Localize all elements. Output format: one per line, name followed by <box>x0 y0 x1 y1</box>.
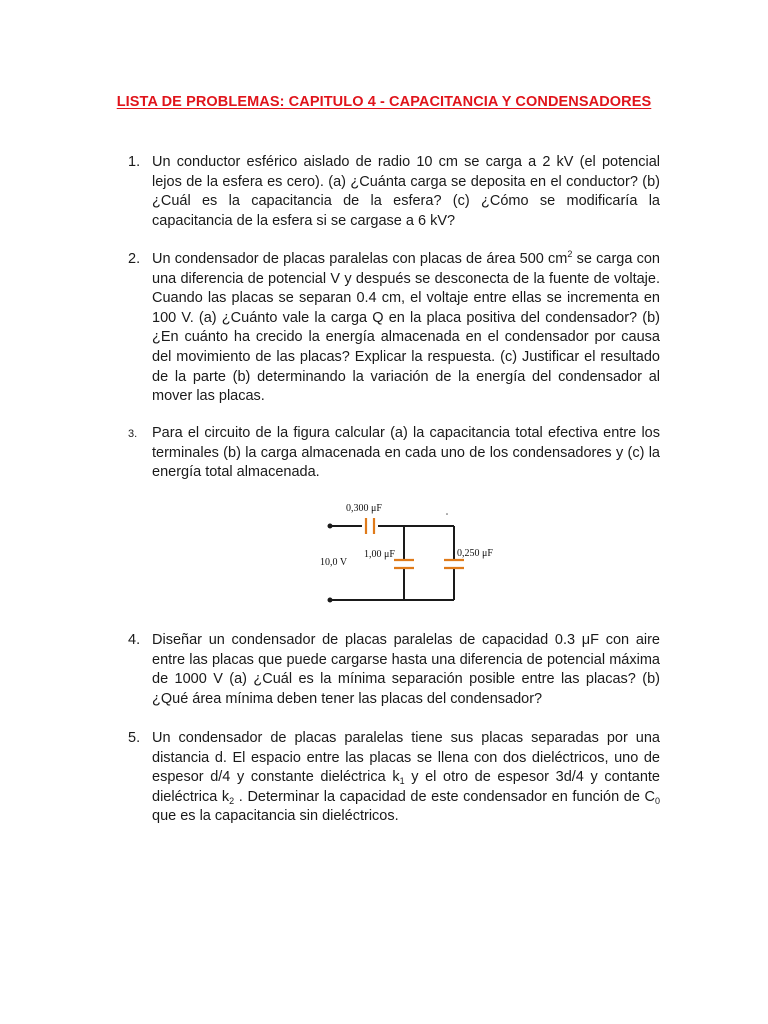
problem-number: 4. <box>128 632 141 648</box>
terminal-bottom-icon <box>328 598 333 603</box>
document-title: LISTA DE PROBLEMAS: CAPITULO 4 - CAPACITANCIA Y CONDENSADORES <box>116 94 652 110</box>
problem-text-part: y el otro de espesor 3d/4 y contante dieléctrica k <box>152 769 660 805</box>
problem-text-part: Un condensador de placas paralelas tiene sus placas separadas por una distancia d. El espacio entre las placas se llena con dos dieléctricos, uno de espesor d/4 y constante dieléctrica k <box>152 730 660 786</box>
problem-text-part: se carga con una diferencia de potencial V y después se desconecta de la fuente de voltaje. Cuando las placas se separan 0.4 cm, el voltaje entre ellas se incrementa en 100 V. (a) ¿Cuánto vale la carga Q en la placa positiva del condensador? (b) ¿En cuánto ha crecido la energía almacenada en el condensador por causa del movimiento de las placas? Explicar la respuesta. (c) Justificar el resultado de la parte (b) determinando la variación de la energía del condensador al mover las placas. <box>152 251 660 405</box>
problem-text-part: que es la capacitancia sin dieléctricos. <box>152 808 399 825</box>
subscript: 0 <box>655 795 661 806</box>
label-c-middle: 1,00 μF <box>364 549 395 560</box>
problem-number: 5. <box>128 730 141 746</box>
problem-text-part: Un condensador de placas paralelas con placas de área 500 cm <box>152 251 568 267</box>
problem-text: Diseñar un condensador de placas paralelas de capacidad 0.3 μF con aire entre las placas que puede cargarse hasta una diferencia de potencial máxima de 1000 V (a) ¿Cuál es la mínima separación posible entre las placas? (b) ¿Qué área mínima deben tener las placas del condensador? <box>152 632 660 707</box>
subscript: 2 <box>229 795 235 806</box>
label-voltage: 10,0 V <box>320 557 348 568</box>
problem-number: 2. <box>128 251 141 267</box>
problem-text: Un conductor esférico aislado de radio 10 cm se carga a 2 kV (el potencial lejos de la esfera es cero). (a) ¿Cuánta carga se deposita en el conductor? (b) ¿Cuál es la capacitancia de la esfera? (c) ¿Cómo se modificaría la capacitancia de la esfera si se cargase a 6 kV? <box>152 154 660 229</box>
problem-text: Para el circuito de la figura calcular (a) la capacitancia total efectiva entre los terminales (b) la carga almacenada en cada uno de los condensadores y (c) la energía total almacenada. <box>152 425 660 481</box>
problem-number: 1. <box>128 154 141 170</box>
problem-text <box>152 250 660 407</box>
problem-text <box>152 729 660 827</box>
circuit-diagram <box>318 500 508 608</box>
circuit-svg <box>318 500 508 608</box>
subscript: 1 <box>399 776 405 787</box>
label-c-right: 0,250 μF <box>457 548 493 559</box>
terminal-top-icon <box>328 524 333 529</box>
problem-text-part: . Determinar la capacidad de este condensador en función de C <box>234 788 655 805</box>
label-c-series: 0,300 μF <box>346 503 382 514</box>
superscript: 2 <box>567 249 573 259</box>
capacitor-series-icon <box>366 518 374 534</box>
capacitor-middle-icon <box>394 560 414 568</box>
problem-number: 3. <box>128 428 138 440</box>
capacitor-right-icon <box>444 560 464 568</box>
